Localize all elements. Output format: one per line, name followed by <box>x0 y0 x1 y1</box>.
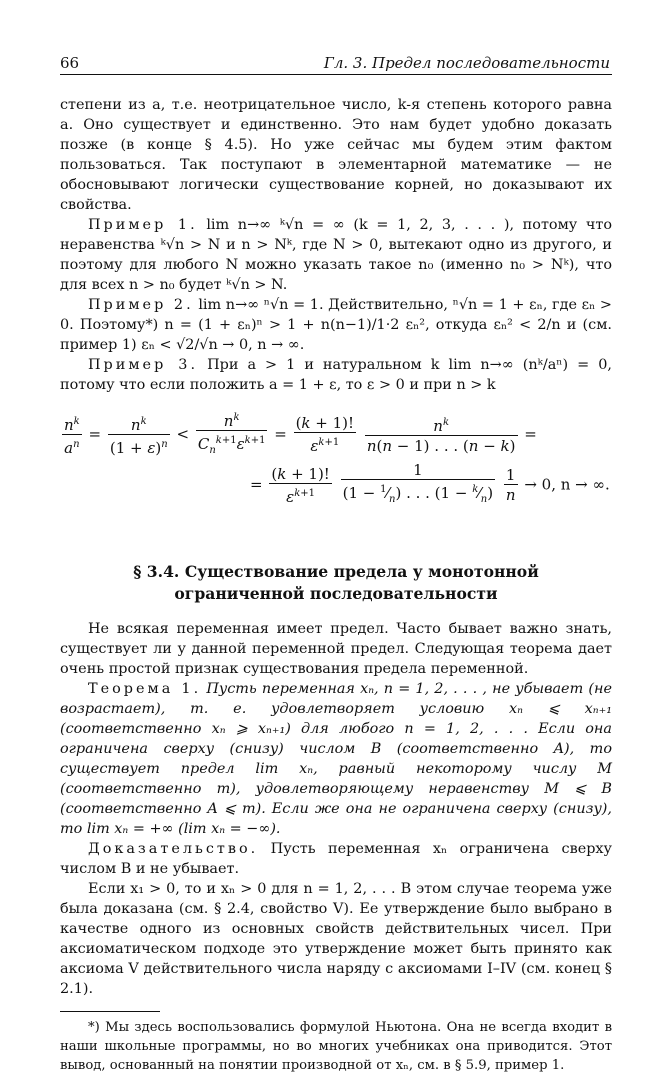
page-number: 66 <box>60 54 80 72</box>
section-number: § 3.4. <box>133 562 180 581</box>
display-formula <box>60 407 612 517</box>
example-3-label: Пример 3. <box>88 357 199 373</box>
proof-label: Доказательство. <box>88 841 259 857</box>
proof-text: Пусть переменная xₙ ограничена сверху числом B и не убывает. <box>60 841 613 877</box>
section-paragraph-1: Не всякая переменная имеет предел. Часто бывает важно знать, существует ли у данной переменной предел. Следующая теорема дает очень простой признак существования предела переменной. <box>60 621 612 677</box>
main-text <box>60 95 612 395</box>
theorem-text: Пусть переменная xₙ, n = 1, 2, . . . , не убывает (не возрастает), т. е. удовлетворяет условию xₙ ⩽ xₙ₊₁ (соответственно xₙ ⩾ xₙ₊₁) для любого n = 1, 2, . . . Если она ограничена сверху (снизу) числом B (соответственно A), то существует предел lim xₙ, равный некоторому числу M (соответственно m), удовлетворяющему неравенству M ⩽ B (соответственно A ⩽ m). Если же она не ограничена сверху (снизу), то lim xₙ = +∞ (lim xₙ = −∞). <box>60 681 612 837</box>
theorem-1 <box>60 679 612 839</box>
footnote: *) Мы здесь воспользовались формулой Ньютона. Она не всегда входит в наши школьные программы, но во многих учебниках она приводится. Этот вывод, основанный на понятии производной от xₙ, см. в § 5.9, пример 1. <box>60 1020 612 1073</box>
formula-line-1: $\frac{n^k}{a^n}$ = $\frac{n^k}{(1 + \varepsilon)^n}$ < $\frac{n^k}{C_n^{k+1}\varepsilon^{k+1}}$ = $\frac{(k + 1)!}{\varepsilon^{k+1}}$ $\frac{n^k}{n(n - 1) . . . (n - k)}$ = <box>60 409 537 461</box>
example-1-label: Пример 1. <box>88 217 198 233</box>
example-1-text: lim n→∞ ᵏ√n = ∞ (k = 1, 2, 3, . . . ), потому что неравенства ᵏ√n > N и n > Nᵏ, где N > 0, вытекают одно из другого, и поэтому для любого N можно указать такое n₀ (именно n₀ > Nᵏ), что для всех n > n₀ будет ᵏ√n > N. <box>60 217 613 293</box>
formula-line-2-tail: → 0, n → ∞. <box>524 475 610 494</box>
section-paragraph-2: Если x₁ > 0, то и xₙ > 0 для n = 1, 2, . . . В этом случае теорема уже была доказана (см. § 2.4, свойство V). Ее утверждение было выбрано в качестве одного из основных свойств действительных чисел. При аксиоматическом подходе это утверждение может быть принято как аксиома V действительного числа наряду с аксиомами I–IV (см. конец § 2.1). <box>60 881 612 997</box>
section-heading <box>60 561 612 605</box>
footnote-rule <box>60 1011 160 1012</box>
section-title-line-2: ограниченной последовательности <box>174 584 498 603</box>
book-page <box>60 48 612 1075</box>
example-3-text: При a > 1 и натуральном k lim n→∞ (nᵏ/aⁿ) = 0, потому что если положить a = 1 + ε, то ε > 0 и при n > k <box>60 357 612 393</box>
proof <box>60 839 612 879</box>
formula-line-2: = $\frac{(k + 1)!}{\varepsilon^{k+1}}$ $\frac{1}{(1 - ^1⁄_n) . . . (1 - ^k⁄_n)}$ $\frac{1}{n}$ → 0, n → ∞. <box>250 461 610 506</box>
section-title-line-1: Существование предела у монотонной <box>184 562 539 581</box>
example-1 <box>60 215 612 295</box>
intro-paragraph: степени из a, т.е. неотрицательное число, k-я степень которого равна a. Оно существует и единственно. Это нам будет удобно доказать позже (в конце § 4.5). Но уже сейчас мы будем этим фактом пользоваться. Так поступают в элементарной математике — не обосновывают логически существование корней, но доказывают их свойства. <box>60 97 612 213</box>
formula-line-1-end: = <box>524 425 537 443</box>
example-2-text: lim n→∞ ⁿ√n = 1. Действительно, ⁿ√n = 1 + εₙ, где εₙ > 0. Поэтому*) n = (1 + εₙ)ⁿ > 1 + n(n−1)/1·2 εₙ², откуда εₙ² < 2/n и (см. пример 1) εₙ < √2/√n → 0, n → ∞. <box>60 297 612 353</box>
running-title: Гл. 3. Предел последовательности <box>323 54 610 72</box>
section-text <box>60 619 612 999</box>
example-2-label: Пример 2. <box>88 297 194 313</box>
theorem-label: Теорема 1. <box>88 681 202 697</box>
example-3 <box>60 355 612 395</box>
running-head <box>60 48 612 75</box>
example-2 <box>60 295 612 355</box>
